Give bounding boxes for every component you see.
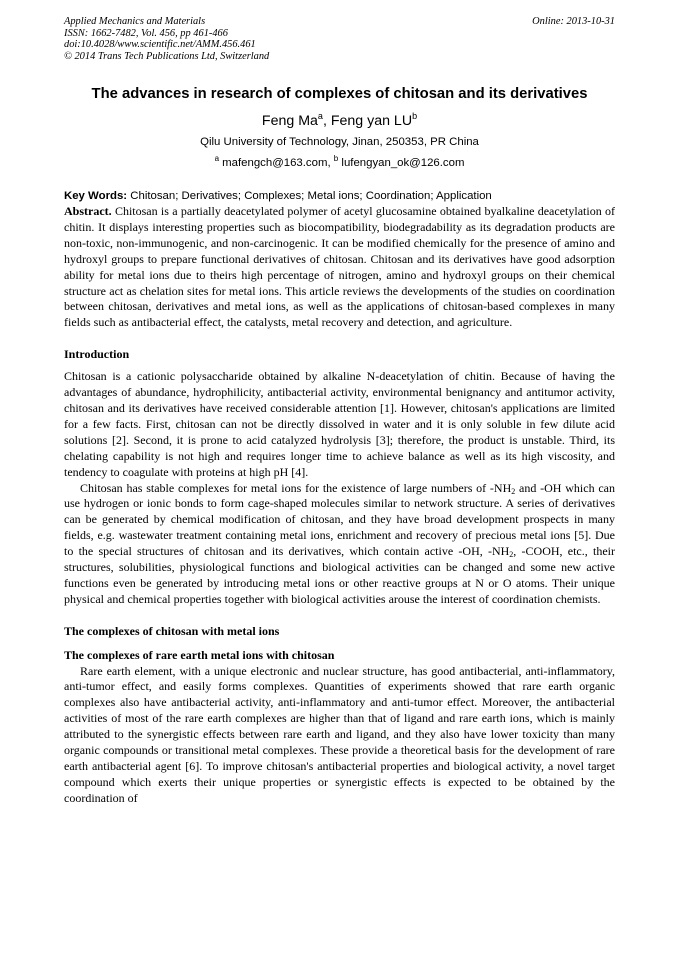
journal-name: Applied Mechanics and Materials [64,16,206,27]
author-name: Feng Ma [261,113,318,129]
affiliation-mark: a [317,111,323,121]
abstract [64,204,615,331]
affiliation: Qilu University of Technology, Jinan, 250353, PR China [200,136,479,148]
email-link[interactable]: lufengyan_ok@126.com [338,157,465,169]
keywords-text: Chitosan; Derivatives; Complexes; Metal ions; Coordination; Application [127,190,492,202]
keywords-label: Key Words: [64,190,128,202]
abstract-text: Chitosan is a partially deacetylated polymer of acetyl glucosamine obtained byalkaline deacetylation of chitin. It displays interesting properties such as biocompatibility, biodegradability as its degradation products are non-toxic, non-immunogenic, and non-carcinogenic. It can be modified chemically for the presence of amino and hydroxyl groups to prepare functional derivatives of chitosan. Chitosan and its derivatives have good adsorption ability for metal ions due to theirs high percentage of nitrogen, amino and hydroxyl groups on their chemical structure act as chelation sites for metal ions. This article reviews the developments of the studies on coordination between chitosan, derivatives and metal ions, as well as the applications of chitosan-based complexes in many fields such as antibacterial effect, the catalysts, metal recovery and detection, and agriculture. [64,204,615,330]
abstract-label: Abstract. [64,204,112,218]
paragraph: Rare earth element, with a unique electronic and nuclear structure, has good antibacterial, anti-inflammatory, anti-tumor effect, and easily forms complexes. Quantities of experiments showed that rare earth organic complexes also have antibacterial activity, anti-inflammatory and anti-tumor effect. Moreover, the antibacterial activities of most of the rare earth complexes are higher than that of ligand and rare earth ions, which is mainly attributed to the synergistic effects between rare earth and ligand, and they also have lower toxicity than many organic compounds or transitional metal complexes. These provide a theoretical basis for the development of rare earth antibacterial agent [6]. To improve chitosan's antibacterial properties and biological activity, a novel target compound which exerts their unique properties or synergistic effects is expected to be obtained by the coordination of [64,663,615,805]
journal-doi[interactable]: doi:10.4028/www.scientific.net/AMM.456.461 [64,39,256,50]
subscript: 2 [509,550,514,560]
subscript: 2 [511,486,516,496]
paragraph-text: Chitosan has stable complexes for metal ions for the existence of large numbers of -NH [80,480,512,495]
paragraph-text: , -COOH, etc., their structures, solubilities, physiological functions and biological activities can be changed and some new active functions even be generated by introducing metal ions or other reactive groups at N or O atoms. Their unique physical and chemical properties together with biological activities arouse the interest of coordination chemists. [64,544,615,606]
subsection-heading-rare-earth: The complexes of rare earth metal ions with chitosan [64,647,335,662]
affiliation-mark: b [412,111,418,121]
email-mark: a [214,154,220,163]
author-name: Feng yan LU [330,113,413,129]
paragraph: Chitosan is a cationic polysaccharide obtained by alkaline N-deacetylation of chitin. Because of having the advantages of abundance, hydrophilicity, antibacterial activity, environmental benignancy and antitumor activity, chitosan and its derivatives have received considerable attention [1]. However, chitosan's applications are limited for a few facts. First, chitosan can not be directly dissolved in water and it is only soluble in few dilute acid solutions [2]. Second, it is prone to acid catalyzed hydrolysis [3]; therefore, the product is unstable. Third, its chelating capability is not high and requires longer time to achieve balance as well as its high viscosity, and tendency to coagulate with proteins at high pH [4]. [64,369,615,479]
author-list [64,112,615,130]
paragraph [64,481,615,608]
journal-header [64,16,615,64]
online-date: Online: 2013-10-31 [532,16,615,27]
author-emails [64,156,615,171]
paper-title: The advances in research of complexes of chitosan and its derivatives [91,86,588,102]
email-link[interactable]: mafengch@163.com, [219,157,334,169]
author-separator: , [322,113,331,129]
journal-copyright: © 2014 Trans Tech Publications Ltd, Switzerland [64,50,270,62]
keywords [64,189,615,204]
section-heading-complexes: The complexes of chitosan with metal ions [64,623,280,638]
journal-issn: ISSN: 1662-7482, Vol. 456, pp 461-466 [64,27,228,39]
section-heading-introduction: Introduction [64,347,130,362]
paper-page [64,16,615,807]
paragraph-text: and -OH which can use hydrogen or ionic bonds to form cage-shaped molecules similar to network structure. A series of derivatives can be generated by chemical modification of chitosan, and they have broad development prospects in many fields, e.g. wastewater treatment containing metal ions, enrichment and recovery of precious metal ions [5]. Due to the special structures of chitosan and its derivatives, which contain active -OH, -NH [64,480,616,559]
email-mark: b [333,154,339,163]
